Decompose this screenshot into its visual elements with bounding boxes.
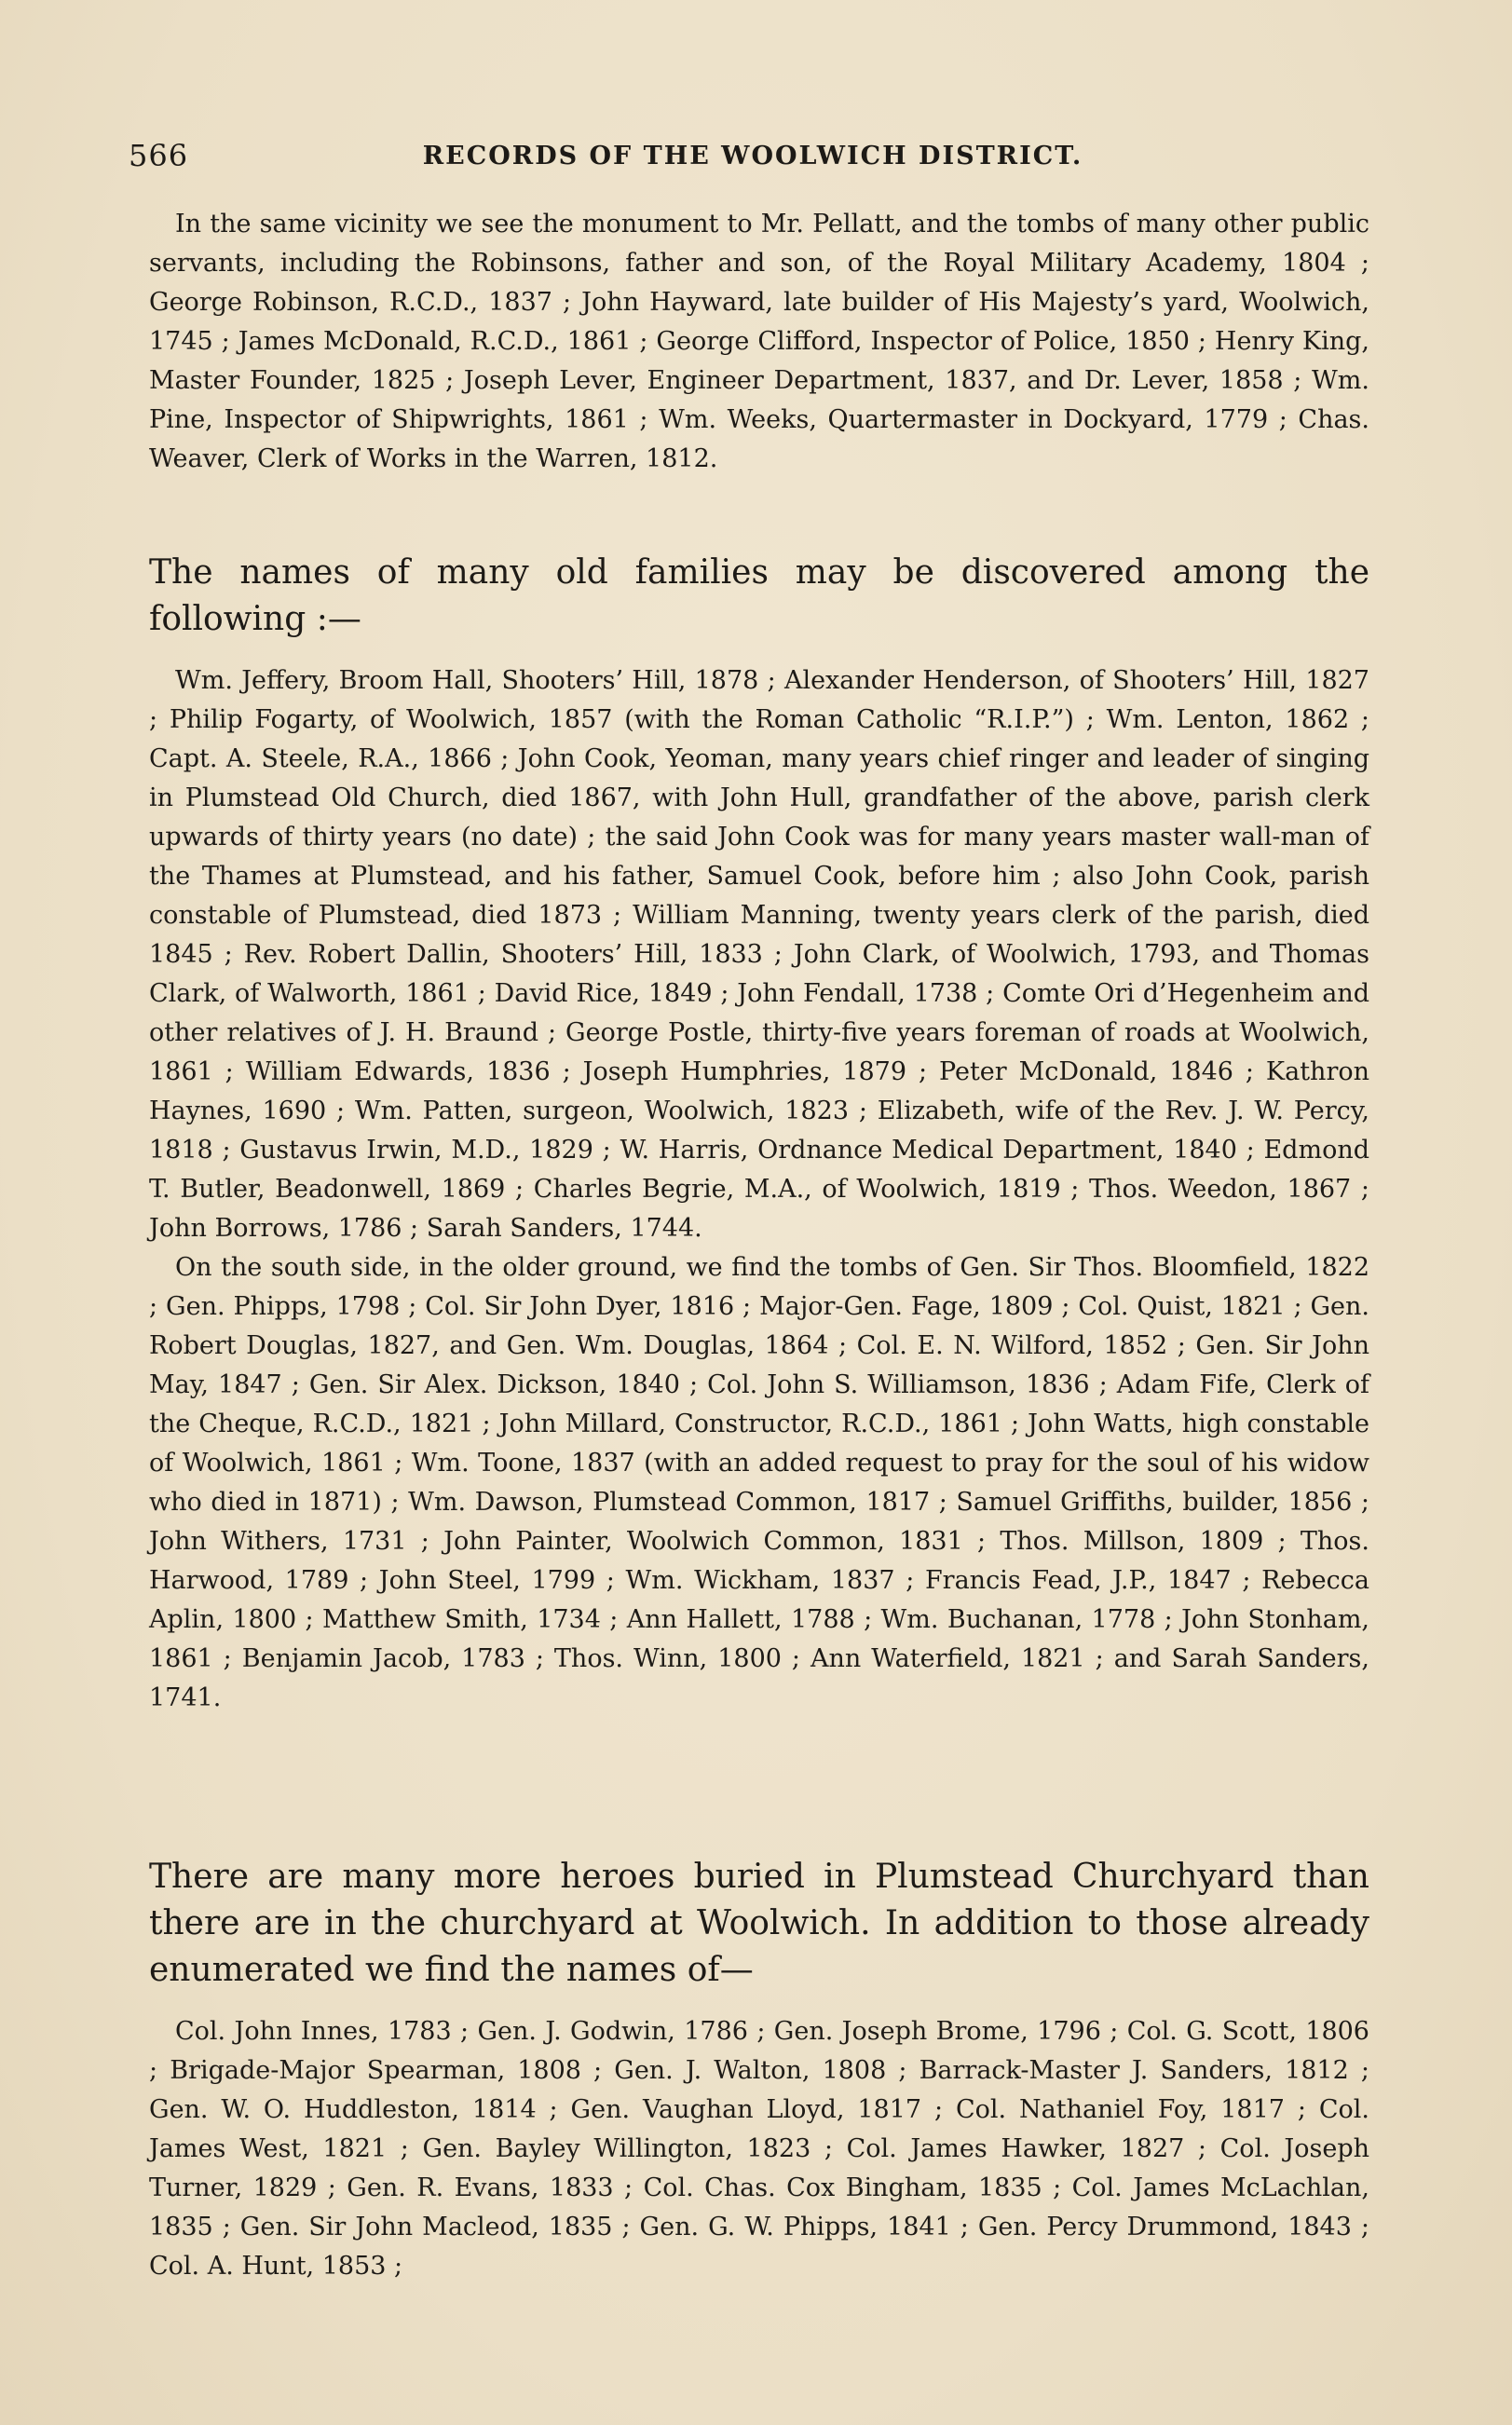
list-text: Col. John Innes, 1783 ; Gen. J. Godwin, 1786 ; Gen. Joseph Brome, 1796 ; Col. G. Scott, 1806 ; Brigade-Major Spearman, 1808 ; Gen. J. Walton, 1808 ; Barrack-Master J. Sanders, 1812 ; Gen. W. O. Huddleston, 1814 ; Gen. Vaughan Lloyd, 1817 ; Col. Nathaniel Foy, 1817 ; Col. James West, 1821 ; Gen. Bayley Willington, 1823 ; Col. James Hawker, 1827 ; Col. Joseph Turner, 1829 ; Gen. R. Evans, 1833 ; Col. Chas. Cox Bingham, 1835 ; Col. James McLachlan, 1835 ; Gen. Sir John Macleod, 1835 ; Gen. G. W. Phipps, 1841 ; Gen. Percy Drummond, 1843 ; Col. A. Hunt, 1853 ; xyxy=(149,2017,1369,2281)
page-header xyxy=(129,138,1377,188)
paragraph-text: In the same vicinity we see the monument to Mr. Pellatt, and the tombs of many other public servants, including the Robinsons, father and son, of the Royal Military Academy, 1804 ; George Robinson, R.C.D., 1837 ; John Hayward, late builder of His Majesty’s yard, Woolwich, 1745 ; James McDonald, R.C.D., 1861 ; George Clifford, Inspector of Police, 1850 ; Henry King, Master Founder, 1825 ; Joseph Lever, Engineer Department, 1837, and Dr. Lever, 1858 ; Wm. Pine, Inspector of Shipwrights, 1861 ; Wm. Weeks, Quartermaster in Dockyard, 1779 ; Chas. Weaver, Clerk of Works in the Warren, 1812. xyxy=(149,210,1369,473)
list-old-families xyxy=(149,661,1369,1718)
running-title: RECORDS OF THE WOOLWICH DISTRICT. xyxy=(422,142,1083,170)
intro-text: There are many more heroes buried in Plumstead Churchyard than there are in the churchyard at Woolwich. In addition to those already enumerated we find the names of— xyxy=(149,1858,1369,1989)
page-number: 566 xyxy=(129,138,189,173)
section-intro-plumstead-heroes xyxy=(149,1854,1369,1994)
intro-text: The names of many old families may be discovered among the following :— xyxy=(149,553,1369,638)
list-text-south-side: On the south side, in the older ground, we find the tombs of Gen. Sir Thos. Bloomfield, 1822 ; Gen. Phipps, 1798 ; Col. Sir John Dyer, 1816 ; Major-Gen. Fage, 1809 ; Col. Quist, 1821 ; Gen. Robert Douglas, 1827, and Gen. Wm. Douglas, 1864 ; Col. E. N. Wilford, 1852 ; Gen. Sir John May, 1847 ; Gen. Sir Alex. Dickson, 1840 ; Col. John S. Williamson, 1836 ; Adam Fife, Clerk of the Cheque, R.C.D., 1821 ; John Millard, Constructor, R.C.D., 1861 ; John Watts, high constable of Woolwich, 1861 ; Wm. Toone, 1837 (with an added request to pray for the soul of his widow who died in 1871) ; Wm. Dawson, Plumstead Common, 1817 ; Samuel Griffiths, builder, 1856 ; John Withers, 1731 ; John Painter, Woolwich Common, 1831 ; Thos. Millson, 1809 ; Thos. Harwood, 1789 ; John Steel, 1799 ; Wm. Wickham, 1837 ; Francis Fead, J.P., 1847 ; Rebecca Aplin, 1800 ; Matthew Smith, 1734 ; Ann Hallett, 1788 ; Wm. Buchanan, 1778 ; John Stonham, 1861 ; Benjamin Jacob, 1783 ; Thos. Winn, 1800 ; Ann Waterfield, 1821 ; and Sarah Sanders, 1741. xyxy=(149,1253,1369,1712)
list-text: Wm. Jeffery, Broom Hall, Shooters’ Hill, 1878 ; Alexander Henderson, of Shooters’ Hill, 1827 ; Philip Fogarty, of Woolwich, 1857 (with the Roman Catholic “R.I.P.”) ; Wm. Lenton, 1862 ; Capt. A. Steele, R.A., 1866 ; John Cook, Yeoman, many years chief ringer and leader of singing in Plumstead Old Church, died 1867, with John Hull, grandfather of the above, parish clerk upwards of thirty years (no date) ; the said John Cook was for many years master wall-man of the Thames at Plumstead, and his father, Samuel Cook, before him ; also John Cook, parish constable of Plumstead, died 1873 ; William Manning, twenty years clerk of the parish, died 1845 ; Rev. Robert Dallin, Shooters’ Hill, 1833 ; John Clark, of Woolwich, 1793, and Thomas Clark, of Walworth, 1861 ; David Rice, 1849 ; John Fendall, 1738 ; Comte Ori d’Hegenheim and other relatives of J. H. Braund ; George Postle, thirty-five years foreman of roads at Woolwich, 1861 ; William Edwards, 1836 ; Joseph Humphries, 1879 ; Peter McDonald, 1846 ; Kathron Haynes, 1690 ; Wm. Patten, surgeon, Woolwich, 1823 ; Elizabeth, wife of the Rev. J. W. Percy, 1818 ; Gustavus Irwin, M.D., 1829 ; W. Harris, Ordnance Medical Department, 1840 ; Edmond T. Butler, Beadonwell, 1869 ; Charles Begrie, M.A., of Woolwich, 1819 ; Thos. Weedon, 1867 ; John Borrows, 1786 ; Sarah Sanders, 1744. xyxy=(149,666,1369,1243)
section-intro-old-families xyxy=(149,550,1369,643)
paragraph-monuments xyxy=(149,205,1369,479)
list-plumstead-heroes xyxy=(149,2012,1369,2286)
